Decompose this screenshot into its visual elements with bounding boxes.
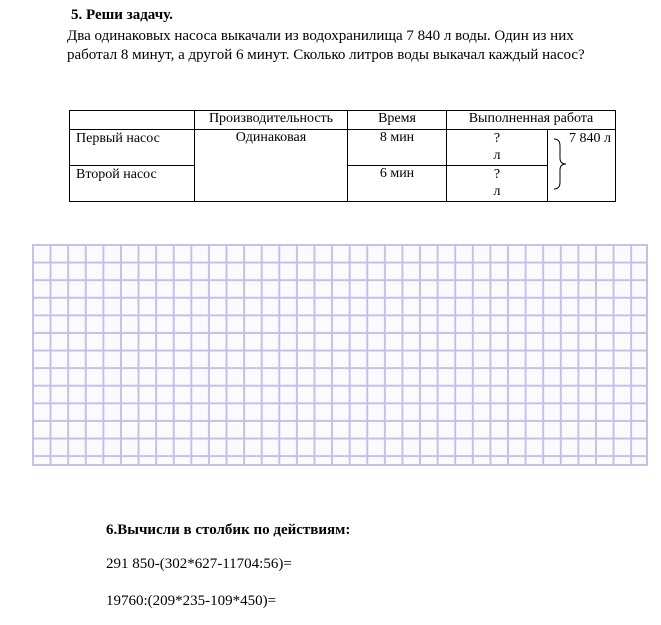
table-row — [70, 130, 616, 166]
work-second-question: ? — [493, 167, 501, 182]
total-work-label: 7 840 л — [569, 131, 611, 146]
productivity-value: Одинаковая — [235, 130, 307, 145]
table-header-empty — [70, 111, 195, 130]
grid-paper-workspace — [32, 244, 648, 466]
row-label-first-pump: Первый насос — [70, 130, 195, 166]
task5-title: 5. Реши задачу. — [71, 7, 173, 23]
task5-problem-text: Два одинаковых насоса выкачали из водохранилища 7 840 л воды. Один из них работал 8 минут, а другой 6 минут. Сколько литров воды выкачал каждый насос? — [67, 28, 585, 63]
total-work-cell — [548, 130, 616, 202]
row-label-second-pump: Второй насос — [70, 166, 195, 202]
time-first-pump: 8 мин — [348, 130, 447, 166]
task6-title: 6.Вычисли в столбик по действиям: — [106, 522, 351, 538]
table-header-work: Выполненная работа — [447, 111, 616, 130]
curly-brace-icon — [552, 138, 568, 190]
problem-table — [69, 110, 616, 202]
work-first-question: ? — [493, 131, 501, 146]
table-header-row — [70, 111, 616, 130]
expression-1: 291 850-(302*627-11704:56)= — [106, 556, 292, 572]
work-second-unit: л — [493, 184, 501, 199]
work-first-pump — [447, 130, 548, 166]
table-header-productivity: Производительность — [195, 111, 348, 130]
work-first-unit: л — [493, 148, 501, 163]
work-second-pump — [447, 166, 548, 202]
time-second-pump: 6 мин — [348, 166, 447, 202]
table-header-time: Время — [348, 111, 447, 130]
productivity-cell — [195, 130, 348, 202]
expression-2: 19760:(209*235-109*450)= — [106, 593, 277, 609]
